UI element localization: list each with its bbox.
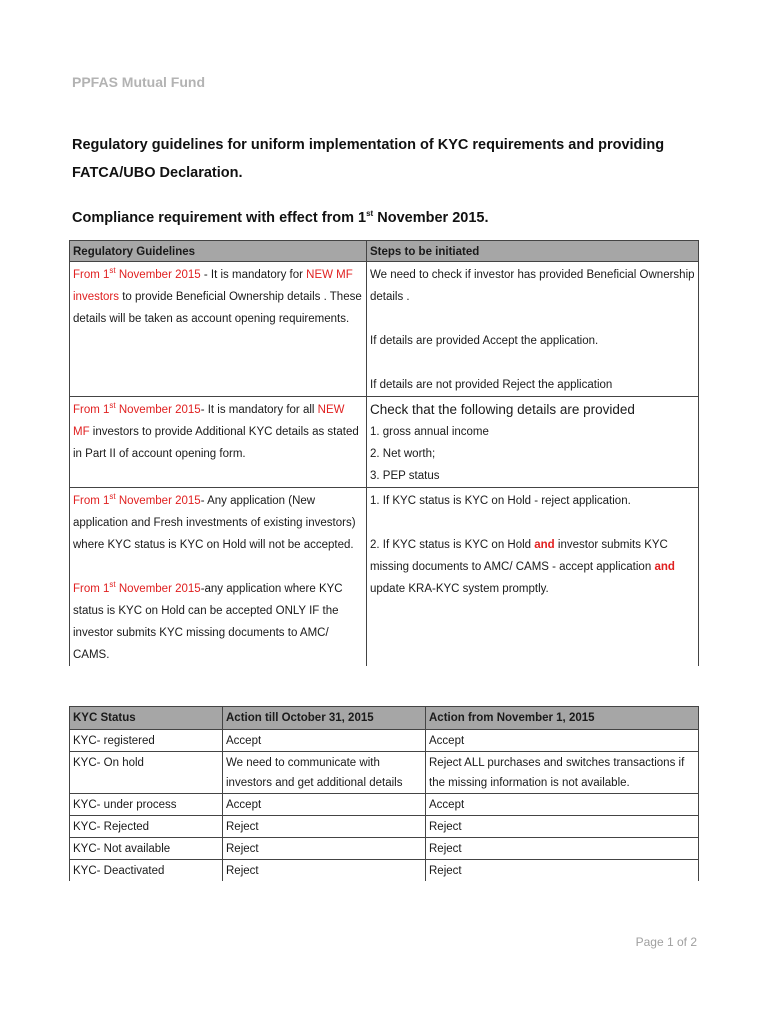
action-before-cell: Reject — [223, 816, 426, 838]
table-row — [70, 752, 699, 794]
highlight-new-mf: NEW MF — [73, 404, 345, 438]
step-reject: If details are not provided Reject the application — [370, 379, 613, 391]
guideline-cell: From 1st November 2015 - It is mandatory for NEW MF investors to provide Beneficial Ownership details . These details will be taken as account opening requirements. — [70, 262, 367, 397]
action-after-cell: Reject ALL purchases and switches transactions if the missing information is not available. — [426, 752, 699, 794]
table-row — [70, 838, 699, 860]
highlight-new-mf-investors: NEW MF investors — [73, 269, 353, 303]
steps-heading: Check that the following details are provided — [370, 402, 635, 417]
guideline-cell: From 1st November 2015- Any application (New application and Fresh investments of existing investors) where KYC status is KYC on Hold will not be accepted. From 1st November 2015-any application where KYC status is KYC on Hold can be accepted ONLY IF the investor submits KYC missing documents to AMC/ CAMS. — [70, 488, 367, 667]
status-cell: KYC- Rejected — [70, 816, 223, 838]
and-highlight: and — [654, 561, 675, 573]
steps-cell — [367, 262, 699, 397]
status-cell: KYC- under process — [70, 794, 223, 816]
action-before-cell: We need to communicate with investors and get additional details — [223, 752, 426, 794]
action-before-cell: Accept — [223, 794, 426, 816]
status-cell: KYC- On hold — [70, 752, 223, 794]
action-after-cell: Reject — [426, 838, 699, 860]
step-accept: If details are provided Accept the application. — [370, 335, 599, 347]
step-item: 3. PEP status — [370, 470, 440, 482]
header-regulatory-guidelines: Regulatory Guidelines — [70, 241, 367, 262]
page-number: Page 1 of 2 — [635, 935, 697, 949]
document-title: Regulatory guidelines for uniform implementation of KYC requirements and providing FATCA/UBO Declaration. — [72, 137, 665, 181]
header-kyc-status: KYC Status — [70, 707, 223, 730]
guideline-date: From 1st November 2015 — [73, 266, 201, 281]
guideline-cell: From 1st November 2015- It is mandatory for all NEW MF investors to provide Additional KYC details as stated in Part II of account opening form. — [70, 397, 367, 488]
step-item: 1. gross annual income — [370, 426, 489, 438]
kyc-status-table — [69, 706, 699, 881]
table-row — [70, 794, 699, 816]
header-steps: Steps to be initiated — [367, 241, 699, 262]
action-after-cell: Accept — [426, 730, 699, 752]
guidelines-header-row — [70, 241, 699, 262]
status-cell: KYC- Deactivated — [70, 860, 223, 882]
guideline-row-additional-kyc — [70, 397, 699, 488]
step-accept-with-docs: 2. If KYC status is KYC on Hold and investor submits KYC missing documents to AMC/ CAMS - accept application and update KRA-KYC system promptly. — [370, 539, 675, 595]
action-before-cell: Accept — [223, 730, 426, 752]
status-cell: KYC- Not available — [70, 838, 223, 860]
guideline-row-beneficial-ownership — [70, 262, 699, 397]
action-after-cell: Accept — [426, 794, 699, 816]
and-highlight: and — [534, 539, 555, 551]
action-before-cell: Reject — [223, 860, 426, 882]
table-row — [70, 730, 699, 752]
compliance-subheading: Compliance requirement with effect from 1st November 2015. — [72, 209, 489, 226]
guideline-date: From 1st November 2015 — [73, 580, 201, 595]
step-check: We need to check if investor has provided Beneficial Ownership details . — [370, 269, 695, 303]
brand-name: PPFAS Mutual Fund — [72, 74, 205, 90]
step-reject-on-hold: 1. If KYC status is KYC on Hold - reject application. — [370, 495, 631, 507]
guideline-date: From 1st November 2015 — [73, 492, 201, 507]
action-before-cell: Reject — [223, 838, 426, 860]
step-item: 2. Net worth; — [370, 448, 436, 460]
action-after-cell: Reject — [426, 816, 699, 838]
guidelines-table — [69, 240, 699, 666]
table-row — [70, 816, 699, 838]
guideline-date: From 1st November 2015 — [73, 401, 201, 416]
header-action-till-oct: Action till October 31, 2015 — [223, 707, 426, 730]
header-action-from-nov: Action from November 1, 2015 — [426, 707, 699, 730]
status-header-row — [70, 707, 699, 730]
table-row — [70, 860, 699, 882]
action-after-cell: Reject — [426, 860, 699, 882]
guideline-row-kyc-on-hold — [70, 488, 699, 667]
guideline-note: These details will be taken as account opening requirements. — [73, 291, 362, 325]
steps-cell — [367, 488, 699, 667]
steps-cell — [367, 397, 699, 488]
status-cell: KYC- registered — [70, 730, 223, 752]
